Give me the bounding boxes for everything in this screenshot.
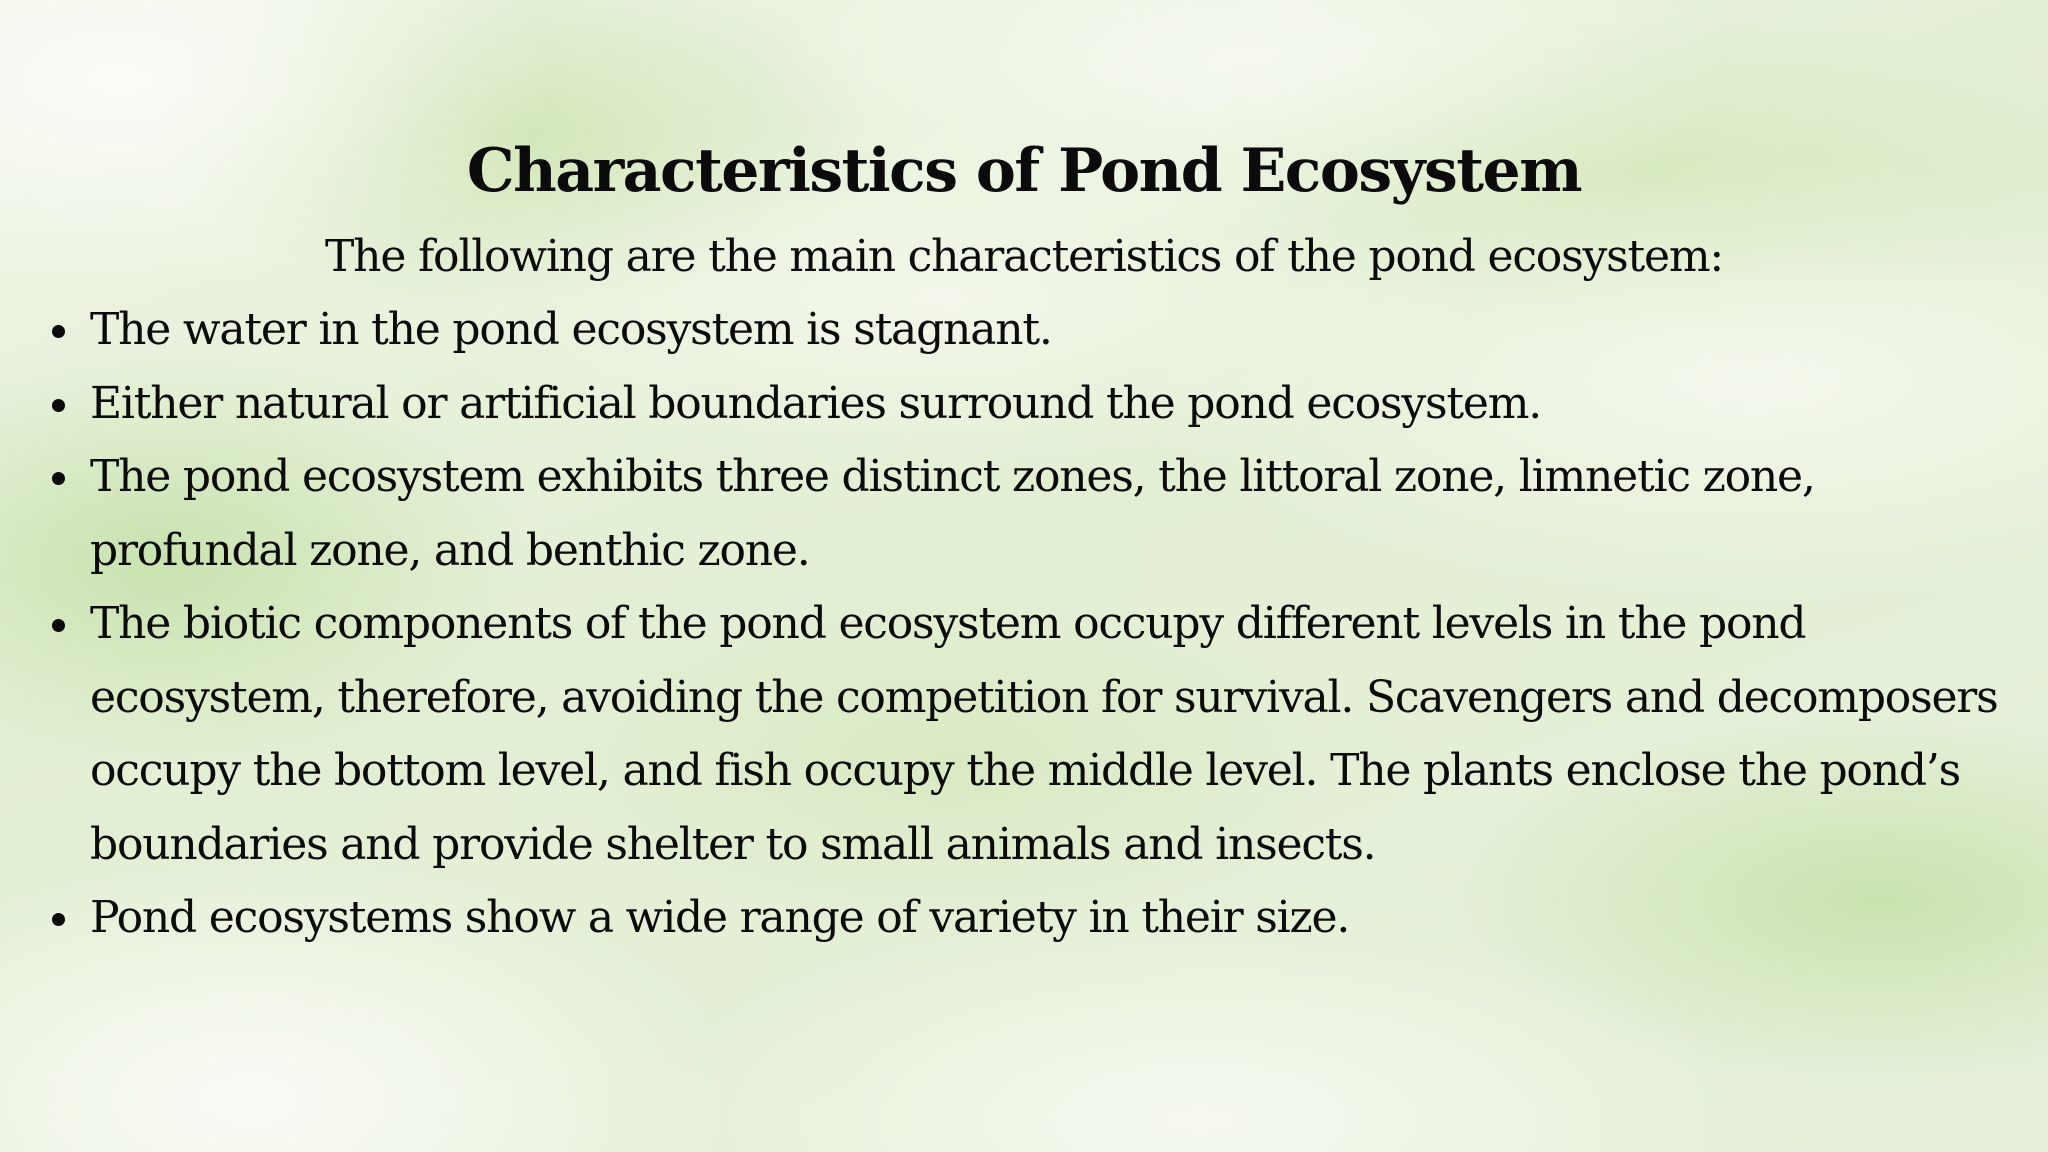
bullet-text: The biotic components of the pond ecosystem occupy different levels in the pond ecosystem, therefore, avoiding the competition for survival. Scavengers and decomposers occupy the bottom level, and fish occupy the middle level. The plants enclose the pond’s boundaries and provide shelter to small animals and insects.	[90, 598, 1998, 870]
bullet-item	[90, 367, 2020, 441]
bullet-list	[90, 293, 2020, 955]
bullet-item	[90, 440, 2020, 587]
bullet-text: Either natural or artificial boundaries surround the pond ecosystem.	[90, 377, 1542, 429]
bullet-text: The pond ecosystem exhibits three distinct zones, the littoral zone, limnetic zone, profundal zone, and benthic zone.	[90, 451, 1815, 576]
slide-intro: The following are the main characteristics of the pond ecosystem:	[325, 231, 1723, 282]
bullet-dot-icon	[52, 399, 65, 412]
bullet-item	[90, 587, 2020, 881]
bullet-dot-icon	[52, 325, 65, 338]
bullet-dot-icon	[52, 472, 65, 485]
slide-title: Characteristics of Pond Ecosystem	[466, 136, 1582, 206]
bullet-item	[90, 293, 2020, 367]
bullet-dot-icon	[52, 913, 65, 926]
bullet-text: The water in the pond ecosystem is stagnant.	[90, 304, 1052, 355]
bullet-item	[90, 881, 2020, 955]
bullet-dot-icon	[52, 619, 65, 632]
bullet-text: Pond ecosystems show a wide range of variety in their size.	[90, 892, 1350, 943]
